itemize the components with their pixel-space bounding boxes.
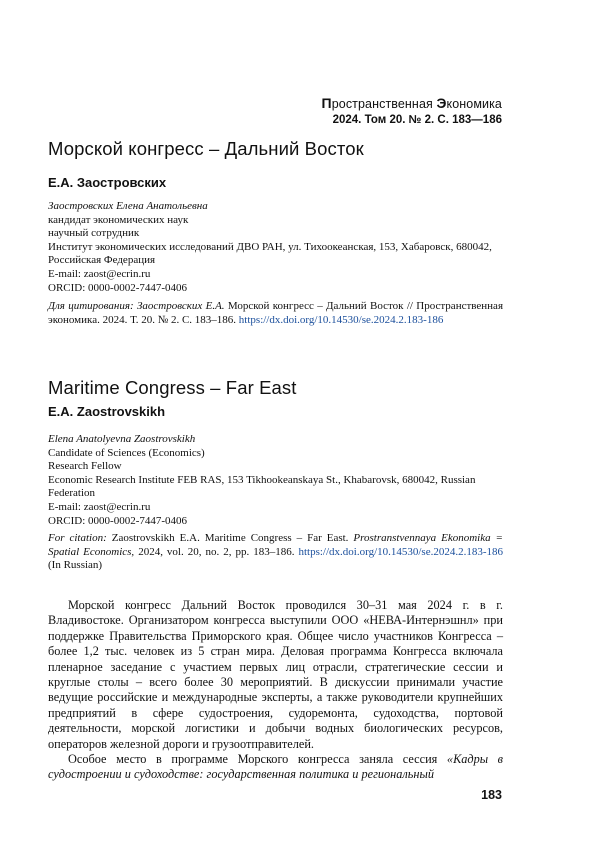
author-email-en: E-mail: zaost@ecrin.ru [48, 500, 151, 513]
journal-name-part-1: ространственная [331, 97, 437, 111]
citation-language-en: (In Russian) [48, 559, 103, 572]
author-affiliation-ru: Институт экономических исследований ДВО РАН, ул. Тихоокеанская, 153, Хабаровск, 680042, Российская Федерация [48, 240, 492, 267]
author-info-ru [48, 200, 503, 295]
author-position-en: Research Fellow [48, 460, 122, 473]
author-affiliation-en: Economic Research Institute FEB RAS, 153 Tikhookeanskaya St., Khabarovsk, 680042, Russian Federation [48, 473, 476, 500]
citation-label-en: For citation: [48, 532, 107, 544]
article-body [48, 598, 503, 783]
journal-name-initial-1: П [321, 95, 332, 111]
author-short-en: E.A. Zaostrovskikh [48, 404, 166, 419]
author-position-ru: научный сотрудник [48, 227, 140, 240]
journal-header [322, 96, 502, 128]
citation-doi-link-ru[interactable]: https://dx.doi.org/10.14530/se.2024.2.183-186 [238, 313, 444, 326]
journal-name-part-2: кономика [446, 97, 502, 111]
citation-text-ru: Морской конгресс – Дальний Восток // Пространственная экономика. 2024. Т. 20. № 2. С. 183–186. [48, 300, 503, 326]
page-number: 183 [481, 788, 502, 802]
author-short-ru: Е.А. Заостровских [48, 175, 167, 190]
author-orcid-en: ORCID: 0000-0002-7447-0406 [48, 514, 188, 527]
author-email-ru: E-mail: zaost@ecrin.ru [48, 267, 151, 280]
author-full-name-en: Elena Anatolyevna Zaostrovskikh [48, 433, 196, 445]
body-paragraph-1: Морской конгресс Дальний Восток проводился 30–31 мая 2024 г. в г. Владивостоке. Организатором конгресса выступили ООО «НЕВА-Интернэшнл» при поддержке Правительства Приморского края. Общее число участников Конгресса – более 1,2 тыс. человек из 5 стран мира. Деловая программа Конгресса включала пленарное заседание с участием первых лиц отрасли, стратегические сессии и круглые столы – всего более 30 мероприятий. В дискуссии принимали участие ведущие российские и международные эксперты, а также руководители крупнейших предприятий в сфере судостроения, судоремонта, судоходства, портовой деятельности, морской логистики и добычи водных биологических ресурсов, операторов железной дороги и грузоотправителей. [48, 598, 503, 751]
body-paragraph-2 [48, 752, 503, 783]
citation-volume-en: 2024, vol. 20, no. 2, pp. 183–186. [138, 545, 295, 558]
author-degree-ru: кандидат экономических наук [48, 213, 189, 226]
author-orcid-ru: ORCID: 0000-0002-7447-0406 [48, 281, 188, 294]
body-paragraph-2-text: Особое место в программе Морского конгресса заняла сессия [68, 752, 447, 767]
article-title-ru: Морской конгресс – Дальний Восток [48, 138, 364, 159]
citation-journal-en: Prostranstvennaya Ekonomika = Spatial Economics, [48, 532, 503, 558]
journal-issue: 2024. Том 20. № 2. С. 183—186 [332, 114, 502, 126]
citation-text-en: Zaostrovskikh E.A. Maritime Congress – Far East. [111, 532, 349, 544]
author-info-en [48, 433, 503, 528]
journal-name [322, 96, 502, 112]
citation-doi-link-en[interactable]: https://dx.doi.org/10.14530/se.2024.2.183-186 [298, 545, 504, 558]
author-degree-en: Candidate of Sciences (Economics) [48, 446, 205, 459]
citation-ru [48, 300, 503, 327]
citation-en [48, 532, 503, 573]
article-title-en: Maritime Congress – Far East [48, 377, 297, 398]
body-paragraph-2-session-title: «Кадры в судостроении и судоходстве: государственная политика и региональный [48, 752, 504, 782]
author-full-name-ru: Заостровских Елена Анатольевна [48, 200, 208, 212]
citation-label-ru: Для цитирования: [48, 300, 134, 312]
citation-author-ru: Заостровских Е.А. [136, 300, 225, 312]
journal-name-initial-2: Э [436, 95, 447, 111]
